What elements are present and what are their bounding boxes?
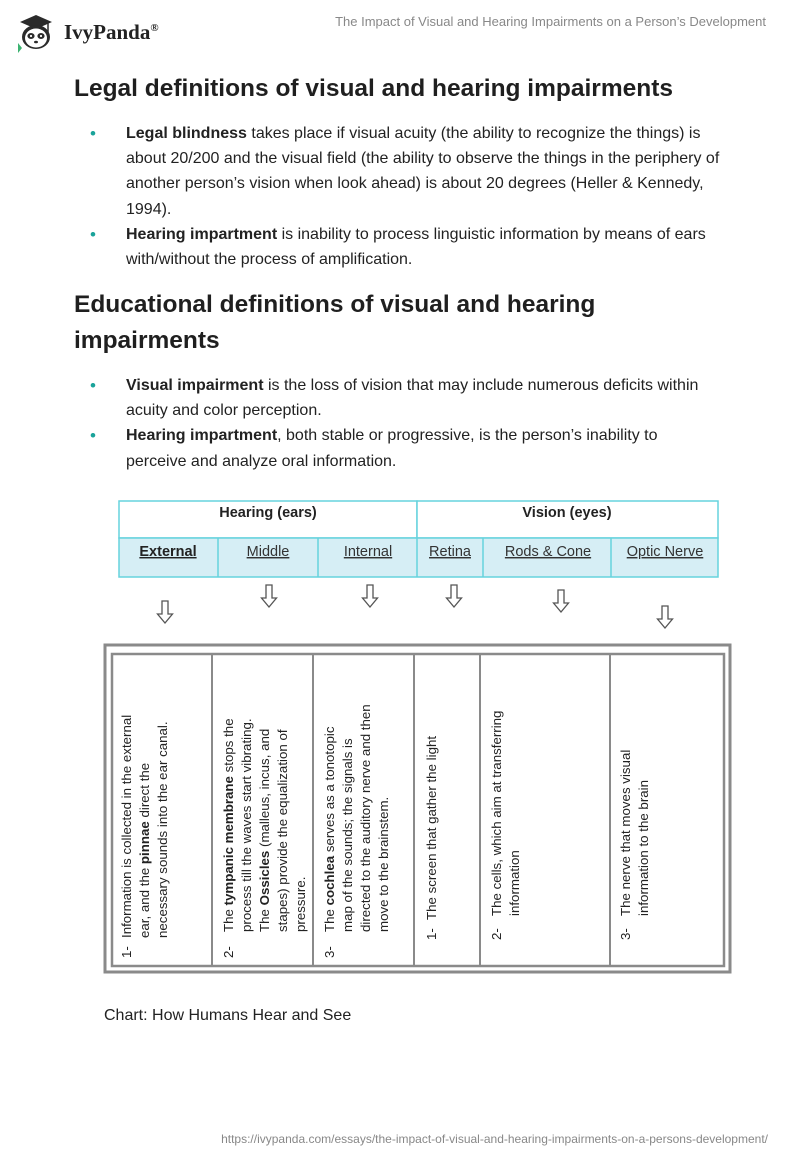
column-optic-nerve: Optic Nerve bbox=[626, 544, 704, 560]
chart-caption: Chart: How Humans Hear and See bbox=[104, 1007, 352, 1024]
svg-text:The tympanic membrane stops th: The tympanic membrane stops the bbox=[221, 718, 236, 932]
down-arrow-icon bbox=[554, 590, 569, 612]
down-arrow-icon bbox=[262, 585, 277, 607]
svg-text:map of the sounds; the signals: map of the sounds; the signals is bbox=[340, 738, 355, 932]
svg-text:information: information bbox=[507, 850, 522, 916]
down-arrow-icon bbox=[658, 606, 673, 628]
svg-text:2-: 2- bbox=[221, 946, 236, 958]
heading-educational-definitions: Educational definitions of visual and hearing impairments bbox=[74, 291, 596, 354]
svg-text:The cells, which aim at transf: The cells, which aim at transferring bbox=[489, 710, 504, 916]
down-arrow-icon bbox=[363, 585, 378, 607]
down-arrow-icon bbox=[447, 585, 462, 607]
column-middle: Middle bbox=[246, 544, 290, 560]
list-item: • Visual impairment is the loss of vision that may include numerous deficits within acuity and color perception. bbox=[90, 373, 720, 423]
legal-definitions-list bbox=[90, 121, 720, 272]
down-arrows bbox=[158, 585, 673, 628]
svg-text:The screen that gather the lig: The screen that gather the light bbox=[424, 735, 439, 920]
down-arrow-icon bbox=[158, 601, 173, 623]
svg-text:1-: 1- bbox=[424, 928, 439, 940]
column-internal: Internal bbox=[343, 544, 393, 560]
document-title: The Impact of Visual and Hearing Impairments on a Person’s Development bbox=[335, 14, 766, 29]
svg-text:The nerve that moves visual: The nerve that moves visual bbox=[618, 749, 633, 916]
svg-text:pressure.: pressure. bbox=[293, 876, 308, 932]
svg-text:The Ossicles (malleus, incus,: The Ossicles (malleus, incus, and bbox=[257, 728, 272, 932]
source-url[interactable]: https://ivypanda.com/essays/the-impact-of-visual-and-hearing-impairments-on-a-persons-development/ bbox=[221, 1132, 768, 1146]
svg-text:stapes) provide the equalizati: stapes) provide the equalization of bbox=[275, 729, 290, 932]
column-retina: Retina bbox=[429, 544, 471, 560]
heading-legal-definitions: Legal definitions of visual and hearing impairments bbox=[74, 75, 673, 102]
brand-logo[interactable] bbox=[14, 10, 159, 54]
brand-name: IvyPanda® bbox=[64, 19, 159, 44]
svg-text:move to the brainstem.: move to the brainstem. bbox=[376, 796, 391, 932]
list-item: • Hearing impartment is inability to process linguistic information by means of ears with/without the process of amplification. bbox=[90, 222, 720, 272]
svg-text:ear, and the pinnae direct the: ear, and the pinnae direct the bbox=[137, 762, 152, 938]
list-item: • Legal blindness takes place if visual acuity (the ability to recognize the things) is about 20/200 and the visual field (the ability to observe the things in the periphery of another person’s vision when look ahead) is about 20 degrees (Heller & Kennedy, 1994). bbox=[90, 121, 720, 222]
svg-text:1-: 1- bbox=[119, 946, 134, 958]
column-external: External bbox=[139, 544, 197, 560]
vision-group-label: Vision (eyes) bbox=[522, 505, 612, 521]
svg-text:The cochlea serves as a tonoto: The cochlea serves as a tonotopic bbox=[322, 726, 337, 932]
svg-text:3-: 3- bbox=[322, 946, 337, 958]
cell-retina-text bbox=[424, 736, 439, 940]
svg-text:3-: 3- bbox=[618, 928, 633, 940]
list-item: • Hearing impartment, both stable or progressive, is the person’s inability to perceive and analyze oral information. bbox=[90, 423, 720, 473]
hearing-group-label: Hearing (ears) bbox=[219, 505, 317, 521]
svg-text:process till the waves start v: process till the waves start vibrating. bbox=[239, 718, 254, 932]
educational-definitions-list bbox=[90, 373, 720, 474]
svg-text:information to the brain: information to the brain bbox=[636, 779, 651, 916]
svg-text:2-: 2- bbox=[489, 928, 504, 940]
column-rods-cone: Rods & Cone bbox=[504, 544, 592, 560]
svg-text:directed to the auditory nerve: directed to the auditory nerve and then bbox=[358, 704, 373, 932]
hear-see-chart-figure bbox=[0, 490, 800, 990]
svg-text:necessary sounds into the ear: necessary sounds into the ear canal. bbox=[155, 721, 170, 938]
svg-text:Information is collected in th: Information is collected in the external bbox=[119, 714, 134, 938]
panda-logo-icon bbox=[14, 10, 58, 54]
